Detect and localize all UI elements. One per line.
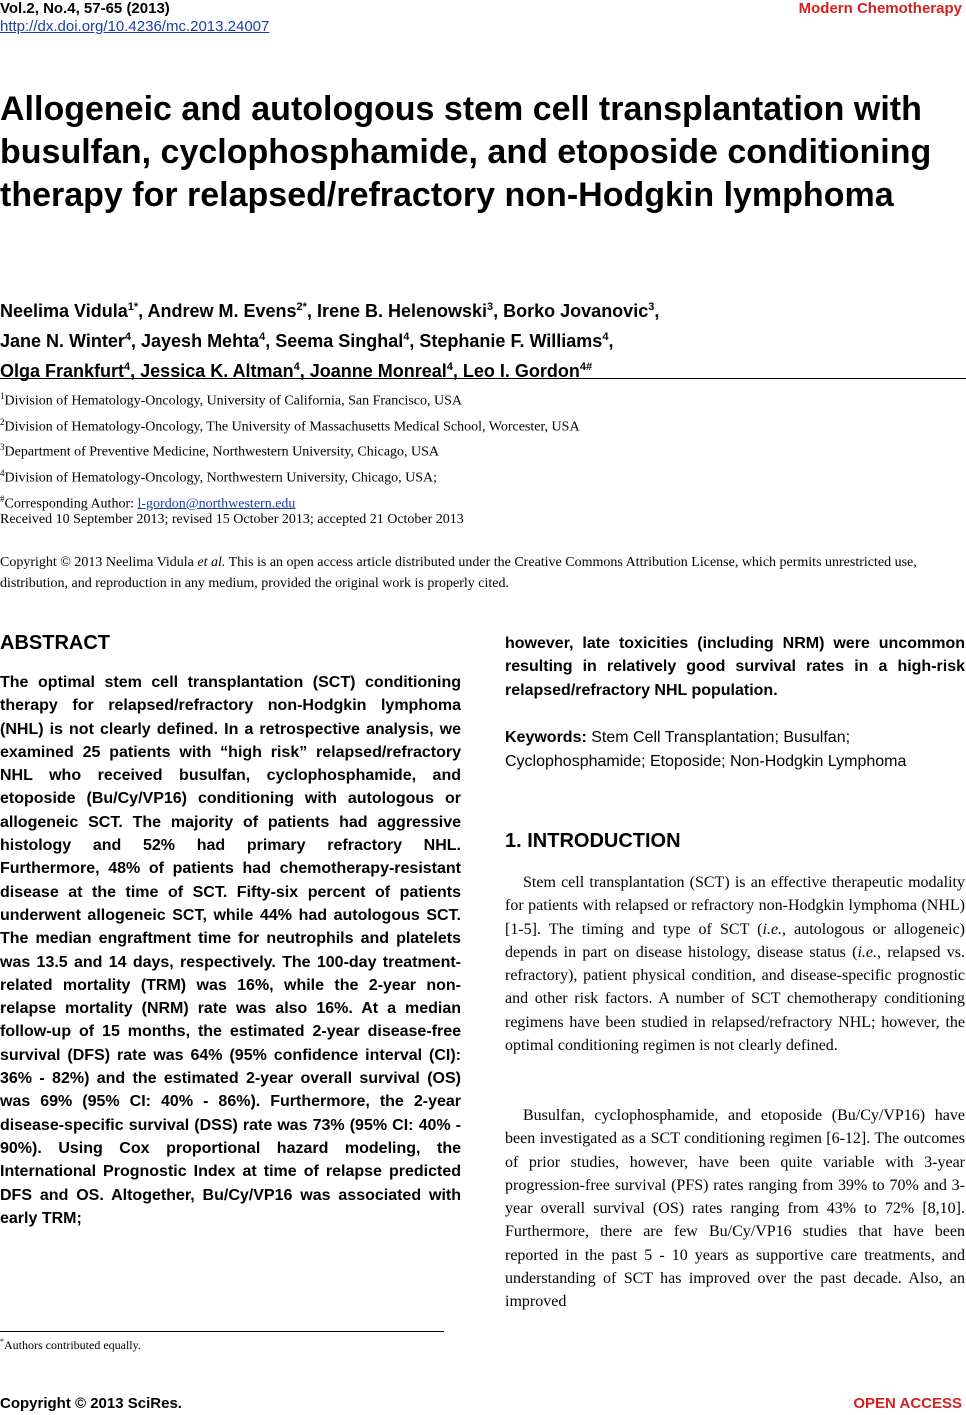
corresponding-author: #Corresponding Author: l-gordon@northwestern.edu: [0, 493, 296, 512]
author-affiliation-marker: 4: [403, 331, 410, 343]
introduction-heading: 1. INTRODUCTION: [505, 830, 681, 852]
journal-name: Modern Chemotherapy: [798, 0, 962, 17]
doi-link[interactable]: http://dx.doi.org/10.4236/mc.2013.24007: [0, 18, 270, 35]
author-name: Jayesh Mehta: [141, 331, 260, 351]
article-title: Allogeneic and autologous stem cell transplantation with busulfan, cyclophosphamide, and etoposide conditioning therapy for relapsed/refractory non-Hodgkin lymphoma: [0, 90, 932, 214]
author-affiliation-marker: 4: [124, 361, 131, 373]
author-affiliation-marker: 3: [648, 301, 655, 313]
affiliation-list: [0, 386, 580, 489]
author-affiliation-marker: 4: [602, 331, 609, 343]
author-name: Leo I. Gordon: [462, 361, 580, 381]
copyright-notice: Copyright © 2013 Neelima Vidula et al. This is an open access article distributed under the Creative Commons Attribution License, which permits unrestricted use, distribution, and reproduction in any medium, provided the original work is properly cited.: [0, 555, 917, 591]
author-name: Olga Frankfurt: [0, 361, 125, 381]
author-name: Neelima Vidula: [0, 301, 128, 321]
affiliation: $^4$Division of Hematology-Oncology, Northwestern University, Chicago, USA;: [0, 467, 438, 486]
abstract-text-continued: however, late toxicities (including NRM) were uncommon resulting in relatively good survival rates in a high-risk relapsed/refractory NHL population.: [505, 635, 965, 699]
author-name: Jane N. Winter: [0, 331, 125, 351]
author-name: Jessica K. Altman: [140, 361, 294, 381]
introduction-paragraph-1: Stem cell transplantation (SCT) is an effective therapeutic modality for patients with relapsed or refractory non-Hodgkin lymphoma (NHL) [1-5]. The timing and type of SCT (i.e., autologous or allogeneic) depends in part on disease histology, disease status (i.e., relapsed vs. refractory), patient physical condition, and disease-specific prognostic and other risk factors. A number of SCT chemotherapy conditioning regimens have been studied in relapsed/refractory NHL; however, the optimal conditioning regimen is not clearly defined.: [505, 874, 966, 1055]
introduction-paragraph-2: Busulfan, cyclophosphamide, and etoposide (Bu/Cy/VP16) have been investigated as a SCT conditioning regimen [6-12]. The outcomes of prior studies, however, have been quite variable with 3-year progression-free survival (PFS) rates ranging from 39% to 70% and 3-year overall survival (OS) rates ranging from 43% to 72% [8,10]. Furthermore, there are few Bu/Cy/VP16 studies that have been reported in the past 5 - 10 years as supportive care treatments, and understanding of SCT has improved over the past decade. Also, an improved: [505, 1107, 965, 1311]
footnote-divider: [0, 1331, 444, 1332]
received-dates: Received 10 September 2013; revised 15 October 2013; accepted 21 October 2013: [0, 512, 464, 527]
author-affiliation-marker: 4: [446, 361, 453, 373]
author-name: Borko Jovanovic: [503, 301, 649, 321]
footnote: *Authors contributed equally.: [0, 1337, 141, 1352]
header-divider: [0, 378, 966, 379]
open-access-label: OPEN ACCESS: [853, 1395, 962, 1412]
keywords-text: Stem Cell Transplantation; Busulfan; Cyclophosphamide; Etoposide; Non-Hodgkin Lymphoma: [505, 729, 907, 770]
keywords: [505, 726, 965, 774]
author-affiliation-marker: 4: [124, 331, 131, 343]
journal-volume-info: Vol.2, No.4, 57-65 (2013): [0, 0, 170, 17]
abstract-heading: ABSTRACT: [0, 632, 110, 654]
corresponding-email-link[interactable]: l-gordon@northwestern.edu: [137, 496, 296, 512]
author-name: Andrew M. Evens: [147, 301, 297, 321]
affiliations: [0, 386, 580, 514]
author-affiliation-marker: 4: [259, 331, 266, 343]
journal-header: [0, 0, 269, 36]
author-affiliation-marker: 4: [293, 361, 300, 373]
author-name: Joanne Monreal: [309, 361, 447, 381]
author-name: Irene B. Helenowski: [316, 301, 488, 321]
abstract-text: The optimal stem cell transplantation (SCT) conditioning therapy for relapsed/refractory non-Hodgkin lymphoma (NHL) is not clearly defined. In a retrospective analysis, we examined 25 patients with “high risk” relapsed/refractory NHL who received busulfan, cyclophosphamide, and etoposide (Bu/Cy/VP16) conditioning with autologous or allogeneic SCT. The majority of patients had aggressive histology and 52% had primary refractory NHL. Furthermore, 48% of patients had chemotherapy-resistant disease at the time of SCT. Fifty-six percent of patients underwent allogeneic SCT, while 44% had autologous SCT. The median engraftment time for neutrophils and platelets was 13.5 and 14 days, respectively. The 100-day treatment-related mortality (TRM) was 16%, while the 2-year non-relapse mortality (NRM) rate was also 16%. At a median follow-up of 15 months, the estimated 2-year disease-free survival (DFS) rate was 64% (95% confidence interval (CI): 36% - 82%) and the estimated 2-year overall survival (OS) was 69% (95% CI: 40% - 86%). Furthermore, the 2-year disease-specific survival (DSS) rate was 73% (95% CI: 40% - 90%). Using Cox proportional hazard modeling, the International Prognostic Index at time of relapse predicted DFS and OS. Altogether, Bu/Cy/VP16 was associated with early TRM;: [0, 674, 461, 1227]
affiliation: $^1$Division of Hematology-Oncology, University of California, San Francisco, USA: [0, 391, 463, 409]
footer-copyright: Copyright © 2013 SciRes.: [0, 1395, 182, 1412]
affiliation: $^2$Division of Hematology-Oncology, The University of Massachusetts Medical School, Worcester, USA: [0, 416, 580, 435]
author-affiliation-marker: 4#: [579, 361, 593, 373]
author-name: Seema Singhal: [275, 331, 404, 351]
author-affiliation-marker: 1*: [127, 301, 139, 313]
author-affiliation-marker: 3: [487, 301, 494, 313]
keywords-label: Keywords:: [505, 729, 587, 746]
affiliation: $^3$Department of Preventive Medicine, Northwestern University, Chicago, USA: [0, 442, 440, 460]
author-list: Neelima Vidula$^{1*}$, Andrew M. Evens$^{2*}$, Irene B. Helenowski$^3$, Borko Jovanovic$^3$, Jane N. Winter$^4$, Jayesh Mehta$^4$, Seema Singhal$^4$, Stephanie F. Williams$^4$, Olga Frankfurt$^4$, Jessica K. Altman$^4$, Joanne Monreal$^4$, Leo I. Gordon$^{4\#}$: [0, 301, 660, 381]
author-affiliation-marker: 2*: [296, 301, 307, 313]
author-name: Stephanie F. Williams: [419, 331, 603, 351]
